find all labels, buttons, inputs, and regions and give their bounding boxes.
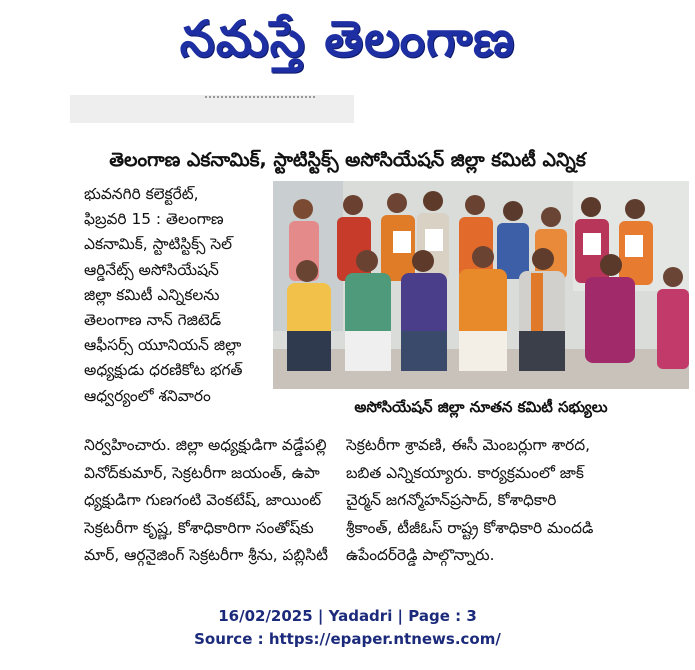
article-column-left	[84, 182, 272, 409]
article-line: ఆఫీసర్స్ యూనియన్ జిల్లా	[84, 336, 242, 355]
footer-source-link[interactable]: Source : https://epaper.ntnews.com/	[194, 630, 501, 648]
article-line: ఎకనామిక్, స్టాటిస్టిక్స్ సెల్	[84, 235, 233, 254]
photo-caption: అసోసియేషన్ జిల్లా నూతన కమిటీ సభ్యులు	[354, 398, 608, 416]
article-line: చైర్మన్ జగన్మోహన్‌ప్రసాద్, కోశాధికారి	[346, 491, 557, 509]
article-line: బబిత ఎన్నికయ్యారు. కార్యక్రమంలో జాక్	[346, 463, 584, 482]
masthead-title: నమస్తే తెలంగాణ	[179, 10, 516, 68]
article-headline: తెలంగాణ ఎకనామిక్, స్టాటిస్టిక్స్ అసోసియేషన్ జిల్లా కమిటీ ఎన్నిక	[109, 149, 586, 171]
article-column-lower-right	[346, 432, 686, 570]
article-line: ఉపేందర్‌రెడ్డి పాల్గొన్నారు.	[346, 546, 495, 564]
article-line: ఫిబ్రవరి 15 : తెలంగాణ	[84, 210, 224, 229]
article-column-lower-left	[84, 432, 336, 570]
article-line: జిల్లా కమిటీ ఎన్నికలను	[84, 285, 220, 304]
article-line: సెక్రటరీగా శ్రావణి, ఈసీ మెంబర్లుగా శారద,	[346, 436, 591, 454]
article-line: భువనగిరి కలెక్టరేట్,	[84, 185, 199, 203]
article-line: నిర్వహించారు. జిల్లా అధ్యక్షుడిగా వడ్డేపల్లి	[84, 436, 327, 454]
article-line: ఆర్డినేట్స్ అసోసియేషన్	[84, 260, 219, 279]
article-line: ధ్యక్షుడిగా గుణగంటి వెంకటేష్, జాయింట్	[84, 491, 322, 509]
article-line: అధ్యక్షుడు ధరణికోట భగత్	[84, 361, 243, 380]
article-line: ఆధ్వర్యంలో శనివారం	[84, 386, 211, 405]
group-photo	[273, 181, 689, 389]
footer-date-edition: 16/02/2025 | Yadadri | Page : 3	[218, 607, 477, 625]
article-line: సెక్రటరీగా కృష్ణ, కోశాధికారిగా సంతోష్‌కు	[84, 518, 314, 537]
article-line: తెలంగాణ నాన్ గెజిటెడ్	[84, 310, 222, 329]
article-line: మార్, ఆర్గనైజింగ్ సెక్రటరీగా శ్రీను, పబ్లిసిటీ	[84, 546, 329, 564]
article-line: శ్రీకాంత్, టీజీఓస్ రాష్ట్ర కోశాధికారి మందడి	[346, 518, 594, 537]
clipping-strip	[70, 95, 354, 123]
article-line: వినోద్‌కుమార్, సెక్రటరీగా జయంత్, ఉపా	[84, 463, 320, 482]
